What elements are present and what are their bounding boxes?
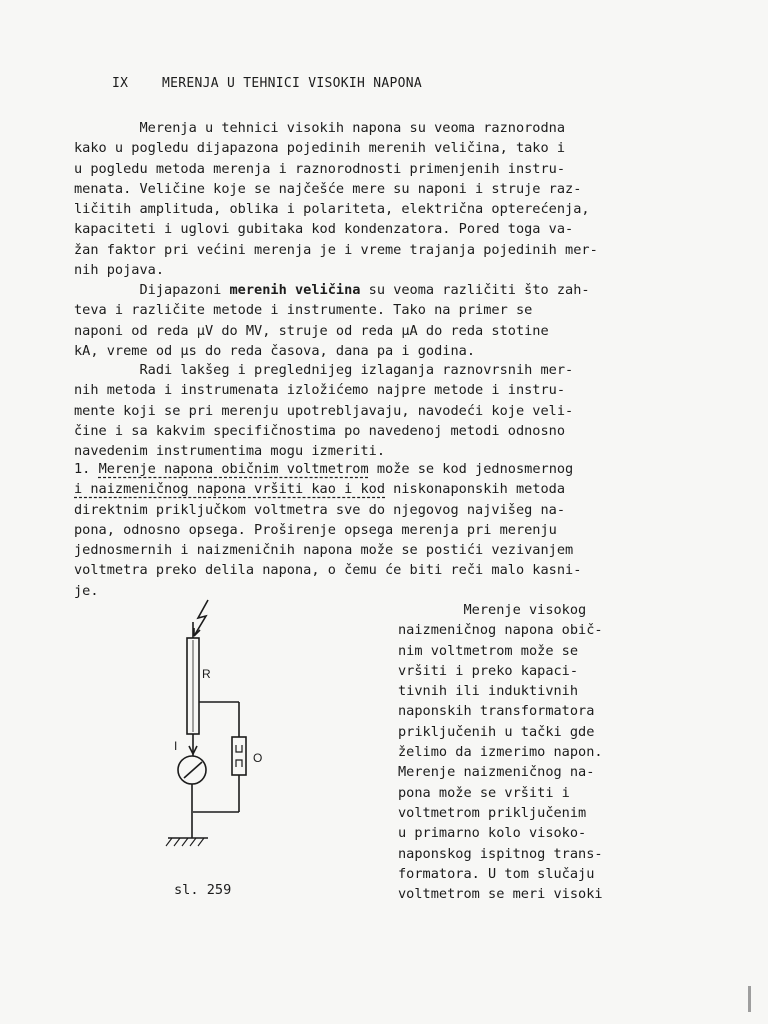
text-span: Dijapazoni (74, 282, 230, 298)
text-line: nim voltmetrom može se (398, 642, 579, 659)
text-line: naponskih transformatora (398, 703, 595, 720)
text-line: Merenja u tehnici visokih napona su veoma raznorodna (74, 120, 566, 136)
paragraph-ranges (74, 280, 614, 361)
text-span: niskonaponskih metoda (385, 481, 566, 498)
meter-needle (184, 762, 202, 778)
underlined-text: i naizmeničnog napona vršiti kao i kod (74, 481, 385, 498)
text-line: voltmetrom priključenim (398, 804, 587, 821)
text-line (74, 479, 614, 499)
text-span: su veoma različiti što zah- (360, 282, 590, 298)
text-line: kapaciteti i uglovi gubitaka kod kondenzatora. Pored toga va- (74, 221, 574, 238)
text-line: želimo da izmerimo napon. (398, 744, 603, 761)
device-o-gap (236, 745, 242, 767)
circuit-diagram (150, 592, 280, 862)
text-line: je. (74, 582, 99, 599)
text-line: priključenih u tački gde (398, 723, 595, 740)
device-o (232, 737, 246, 775)
paragraph-overview (74, 360, 614, 461)
side-paragraph (398, 600, 628, 904)
label-i: I (174, 739, 178, 753)
text-line: tivnih ili induktivnih (398, 683, 579, 700)
text-line: mente koji se pri merenju upotrebljavaju, navodeći koje veli- (74, 402, 574, 419)
text-line: jednosmernih i naizmeničnih napona može se postići vezivanjem (74, 542, 574, 559)
section-title: Merenje napona običnim voltmetrom (98, 461, 369, 477)
text-line: pona može se vršiti i (398, 784, 570, 801)
text-line: direktnim priključkom voltmetra sve do njegovog najvišeg na- (74, 501, 566, 518)
text-line: menata. Veličine koje se najčešće mere su naponi i struje raz- (74, 180, 582, 197)
scan-edge-mark (748, 986, 751, 1012)
text-line: navedenim instrumentima mogu izmeriti. (74, 443, 385, 460)
section-number: 1. (74, 461, 99, 477)
bold-term: merenih veličina (229, 282, 361, 298)
text-line: Merenje naizmeničnog na- (398, 764, 595, 781)
text-line: kA, vreme od µs do reda časova, dana pa i godina. (74, 342, 476, 359)
text-line: teva i različite metode i instrumente. Tako na primer se (74, 302, 533, 319)
text-line (74, 280, 614, 300)
label-o: O (253, 751, 263, 765)
paragraph-voltmeter (74, 459, 614, 601)
lightning-symbol (194, 600, 208, 636)
text-line: Merenje visokog (398, 602, 587, 618)
text-line: naizmeničnog napona obič- (398, 622, 603, 639)
figure-caption: sl. 259 (174, 882, 232, 898)
text-line: voltmetrom se meri visoki (398, 886, 603, 903)
ground-hatch (166, 838, 204, 846)
chapter-number: IX (112, 76, 129, 91)
text-line: vršiti i preko kapaci- (398, 662, 579, 679)
text-line: ličitih amplituda, oblika i polariteta, električna opterećenja, (74, 201, 590, 218)
text-span: može se kod jednosmernog (368, 461, 574, 477)
lightning-arrowhead (194, 628, 200, 636)
chapter-heading (112, 76, 422, 91)
text-line: čine i sa kakvim specifičnostima po navedenoj metodi odnosno (74, 422, 566, 439)
text-line: Radi lakšeg i preglednijeg izlaganja raznovrsnih mer- (74, 362, 574, 378)
text-line: u pogledu metoda merenja i raznorodnosti primenjenih instru- (74, 160, 566, 177)
text-line: kako u pogledu dijapazona pojedinih merenih veličina, tako i (74, 140, 566, 157)
text-line: žan faktor pri većini merenja je i vreme trajanja pojedinih mer- (74, 241, 598, 258)
label-r: R (202, 667, 211, 681)
text-line: nih metoda i instrumenata izložićemo najpre metode i instru- (74, 382, 566, 399)
text-line: u primarno kolo visoko- (398, 825, 587, 842)
text-line: voltmetra preko delila napona, o čemu će biti reči malo kasni- (74, 562, 582, 579)
text-line: naponskog ispitnog trans- (398, 845, 603, 862)
text-line: pona, odnosno opsega. Proširenje opsega merenja pri merenju (74, 521, 557, 538)
paragraph-intro (74, 118, 614, 280)
text-line (74, 459, 614, 479)
text-line: nih pojava. (74, 262, 165, 279)
text-line: naponi od reda µV do MV, struje od reda µA do reda stotine (74, 322, 549, 339)
text-line: formatora. U tom slučaju (398, 865, 595, 882)
chapter-title: MERENJA U TEHNICI VISOKIH NAPONA (162, 76, 423, 91)
